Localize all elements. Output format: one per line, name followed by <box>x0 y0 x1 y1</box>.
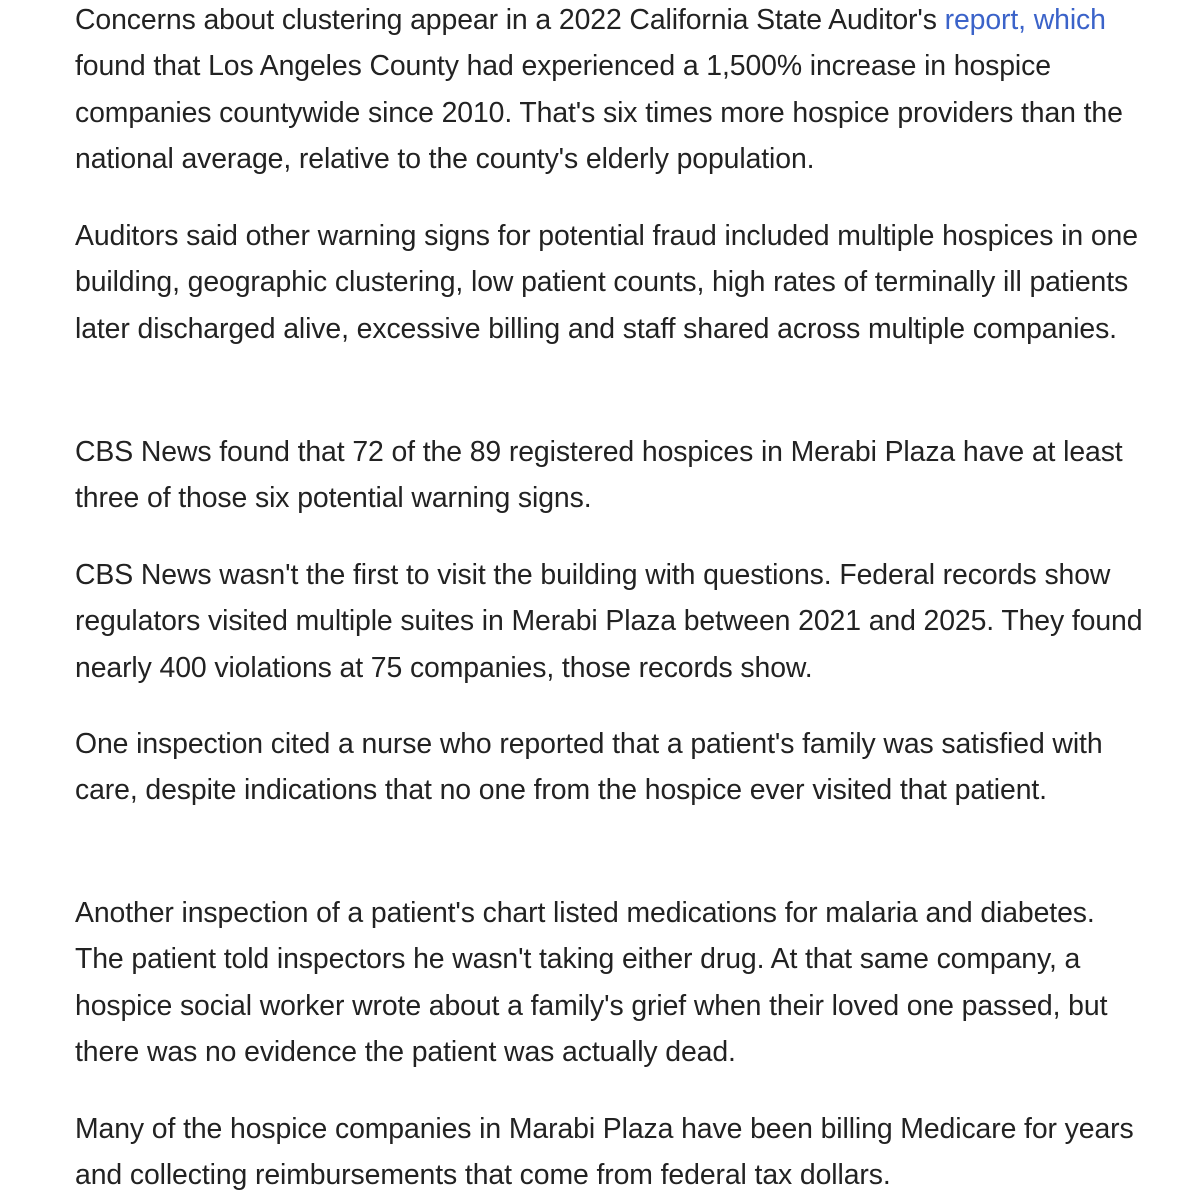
paragraph-federal-records: CBS News wasn't the first to visit the building with questions. Federal records show regulators visited multiple suites in Merabi Plaza between 2021 and 2025. They found nearly 400 violations at 75 companies, those records show. <box>75 559 1143 684</box>
paragraph-chart-inspection: Another inspection of a patient's chart listed medications for malaria and diabetes. The patient told inspectors he wasn't taking either drug. At that same company, a hospice social worker wrote about a family's grief when their loved one passed, but there was no evidence the patient was actually dead. <box>75 897 1108 1069</box>
report-link[interactable]: report, which <box>944 4 1106 36</box>
paragraph-text: Concerns about clustering appear in a 2022 California State Auditor's <box>75 4 945 36</box>
paragraph-medicare-billing: Many of the hospice companies in Marabi Plaza have been billing Medicare for years and collecting reimbursements that come from federal tax dollars. <box>75 1113 1134 1192</box>
paragraph-warning-signs: Auditors said other warning signs for potential fraud included multiple hospices in one building, geographic clustering, low patient counts, high rates of terminally ill patients later discharged alive, excessive billing and staff shared across multiple companies. <box>75 220 1138 345</box>
paragraph-auditor-report <box>75 0 1150 183</box>
paragraph-text: found that Los Angeles County had experienced a 1,500% increase in hospice companies countywide since 2010. That's six times more hospice providers than the national average, relative to the county's elderly population. <box>75 50 1123 176</box>
paragraph-nurse-inspection: One inspection cited a nurse who reported that a patient's family was satisfied with care, despite indications that no one from the hospice ever visited that patient. <box>75 728 1103 807</box>
paragraph-cbs-findings: CBS News found that 72 of the 89 registered hospices in Merabi Plaza have at least three of those six potential warning signs. <box>75 436 1123 515</box>
